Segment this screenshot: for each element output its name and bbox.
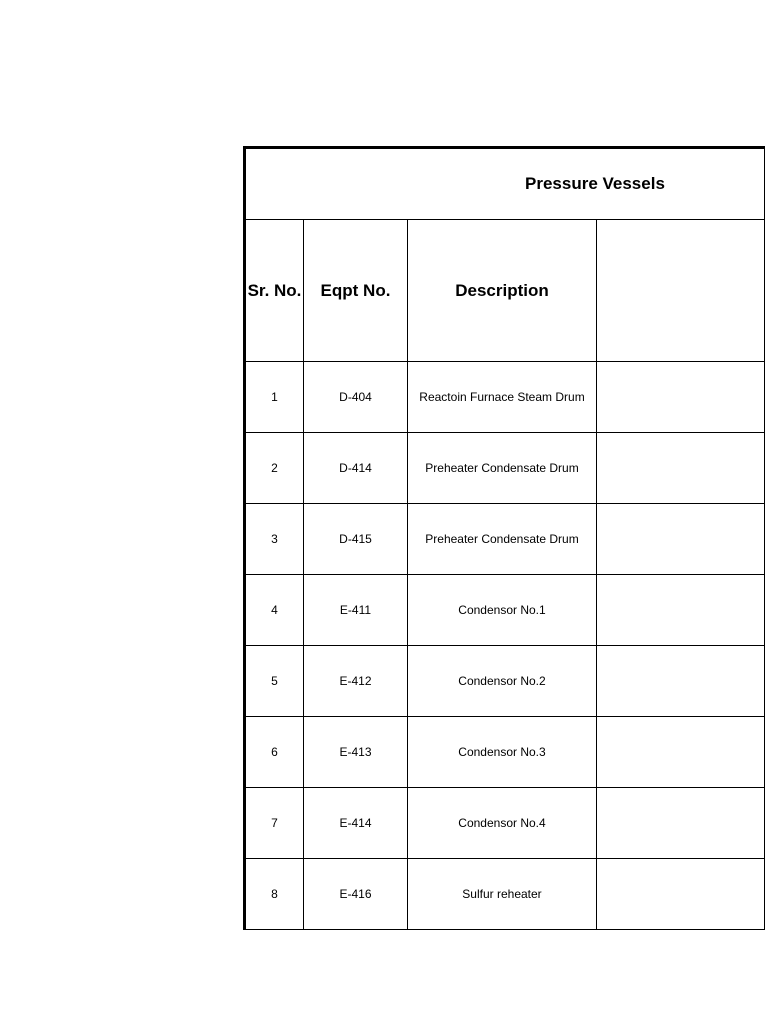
cell-description: Preheater Condensate Drum [408,433,597,504]
cell-description: Reactoin Furnace Steam Drum [408,362,597,433]
cell-description: Condensor No.1 [408,575,597,646]
cell-sr-no: 4 [245,575,304,646]
cell-empty [597,788,765,859]
table-row [245,859,765,930]
cell-description: Preheater Condensate Drum [408,504,597,575]
cell-empty [597,504,765,575]
table-row [245,362,765,433]
cell-description: Condensor No.2 [408,646,597,717]
cell-eqpt-no: E-414 [304,788,408,859]
table-row [245,575,765,646]
equipment-table [243,146,765,930]
cell-eqpt-no: E-416 [304,859,408,930]
table-row [245,504,765,575]
cell-description: Condensor No.4 [408,788,597,859]
table-row [245,646,765,717]
cell-empty [597,859,765,930]
cell-empty [597,575,765,646]
cell-sr-no: 7 [245,788,304,859]
table-row [245,788,765,859]
header-sr-no: Sr. No. [245,220,304,362]
cell-sr-no: 1 [245,362,304,433]
cell-eqpt-no: D-404 [304,362,408,433]
cell-sr-no: 5 [245,646,304,717]
cell-empty [597,362,765,433]
cell-sr-no: 2 [245,433,304,504]
cell-sr-no: 8 [245,859,304,930]
cell-sr-no: 3 [245,504,304,575]
table-row [245,717,765,788]
cell-description: Condensor No.3 [408,717,597,788]
cell-empty [597,646,765,717]
cell-description: Sulfur reheater [408,859,597,930]
header-eqpt-no: Eqpt No. [304,220,408,362]
cell-sr-no: 6 [245,717,304,788]
cell-eqpt-no: D-414 [304,433,408,504]
cell-eqpt-no: D-415 [304,504,408,575]
header-description: Description [408,220,597,362]
cell-empty [597,717,765,788]
cell-eqpt-no: E-411 [304,575,408,646]
table-row [245,433,765,504]
cell-empty [597,433,765,504]
cell-eqpt-no: E-413 [304,717,408,788]
spreadsheet-page [243,146,665,928]
title-row [245,148,765,220]
header-hidden-column [597,220,765,362]
header-row [245,220,765,362]
cell-eqpt-no: E-412 [304,646,408,717]
table-title: Pressure Vessels [245,148,765,220]
